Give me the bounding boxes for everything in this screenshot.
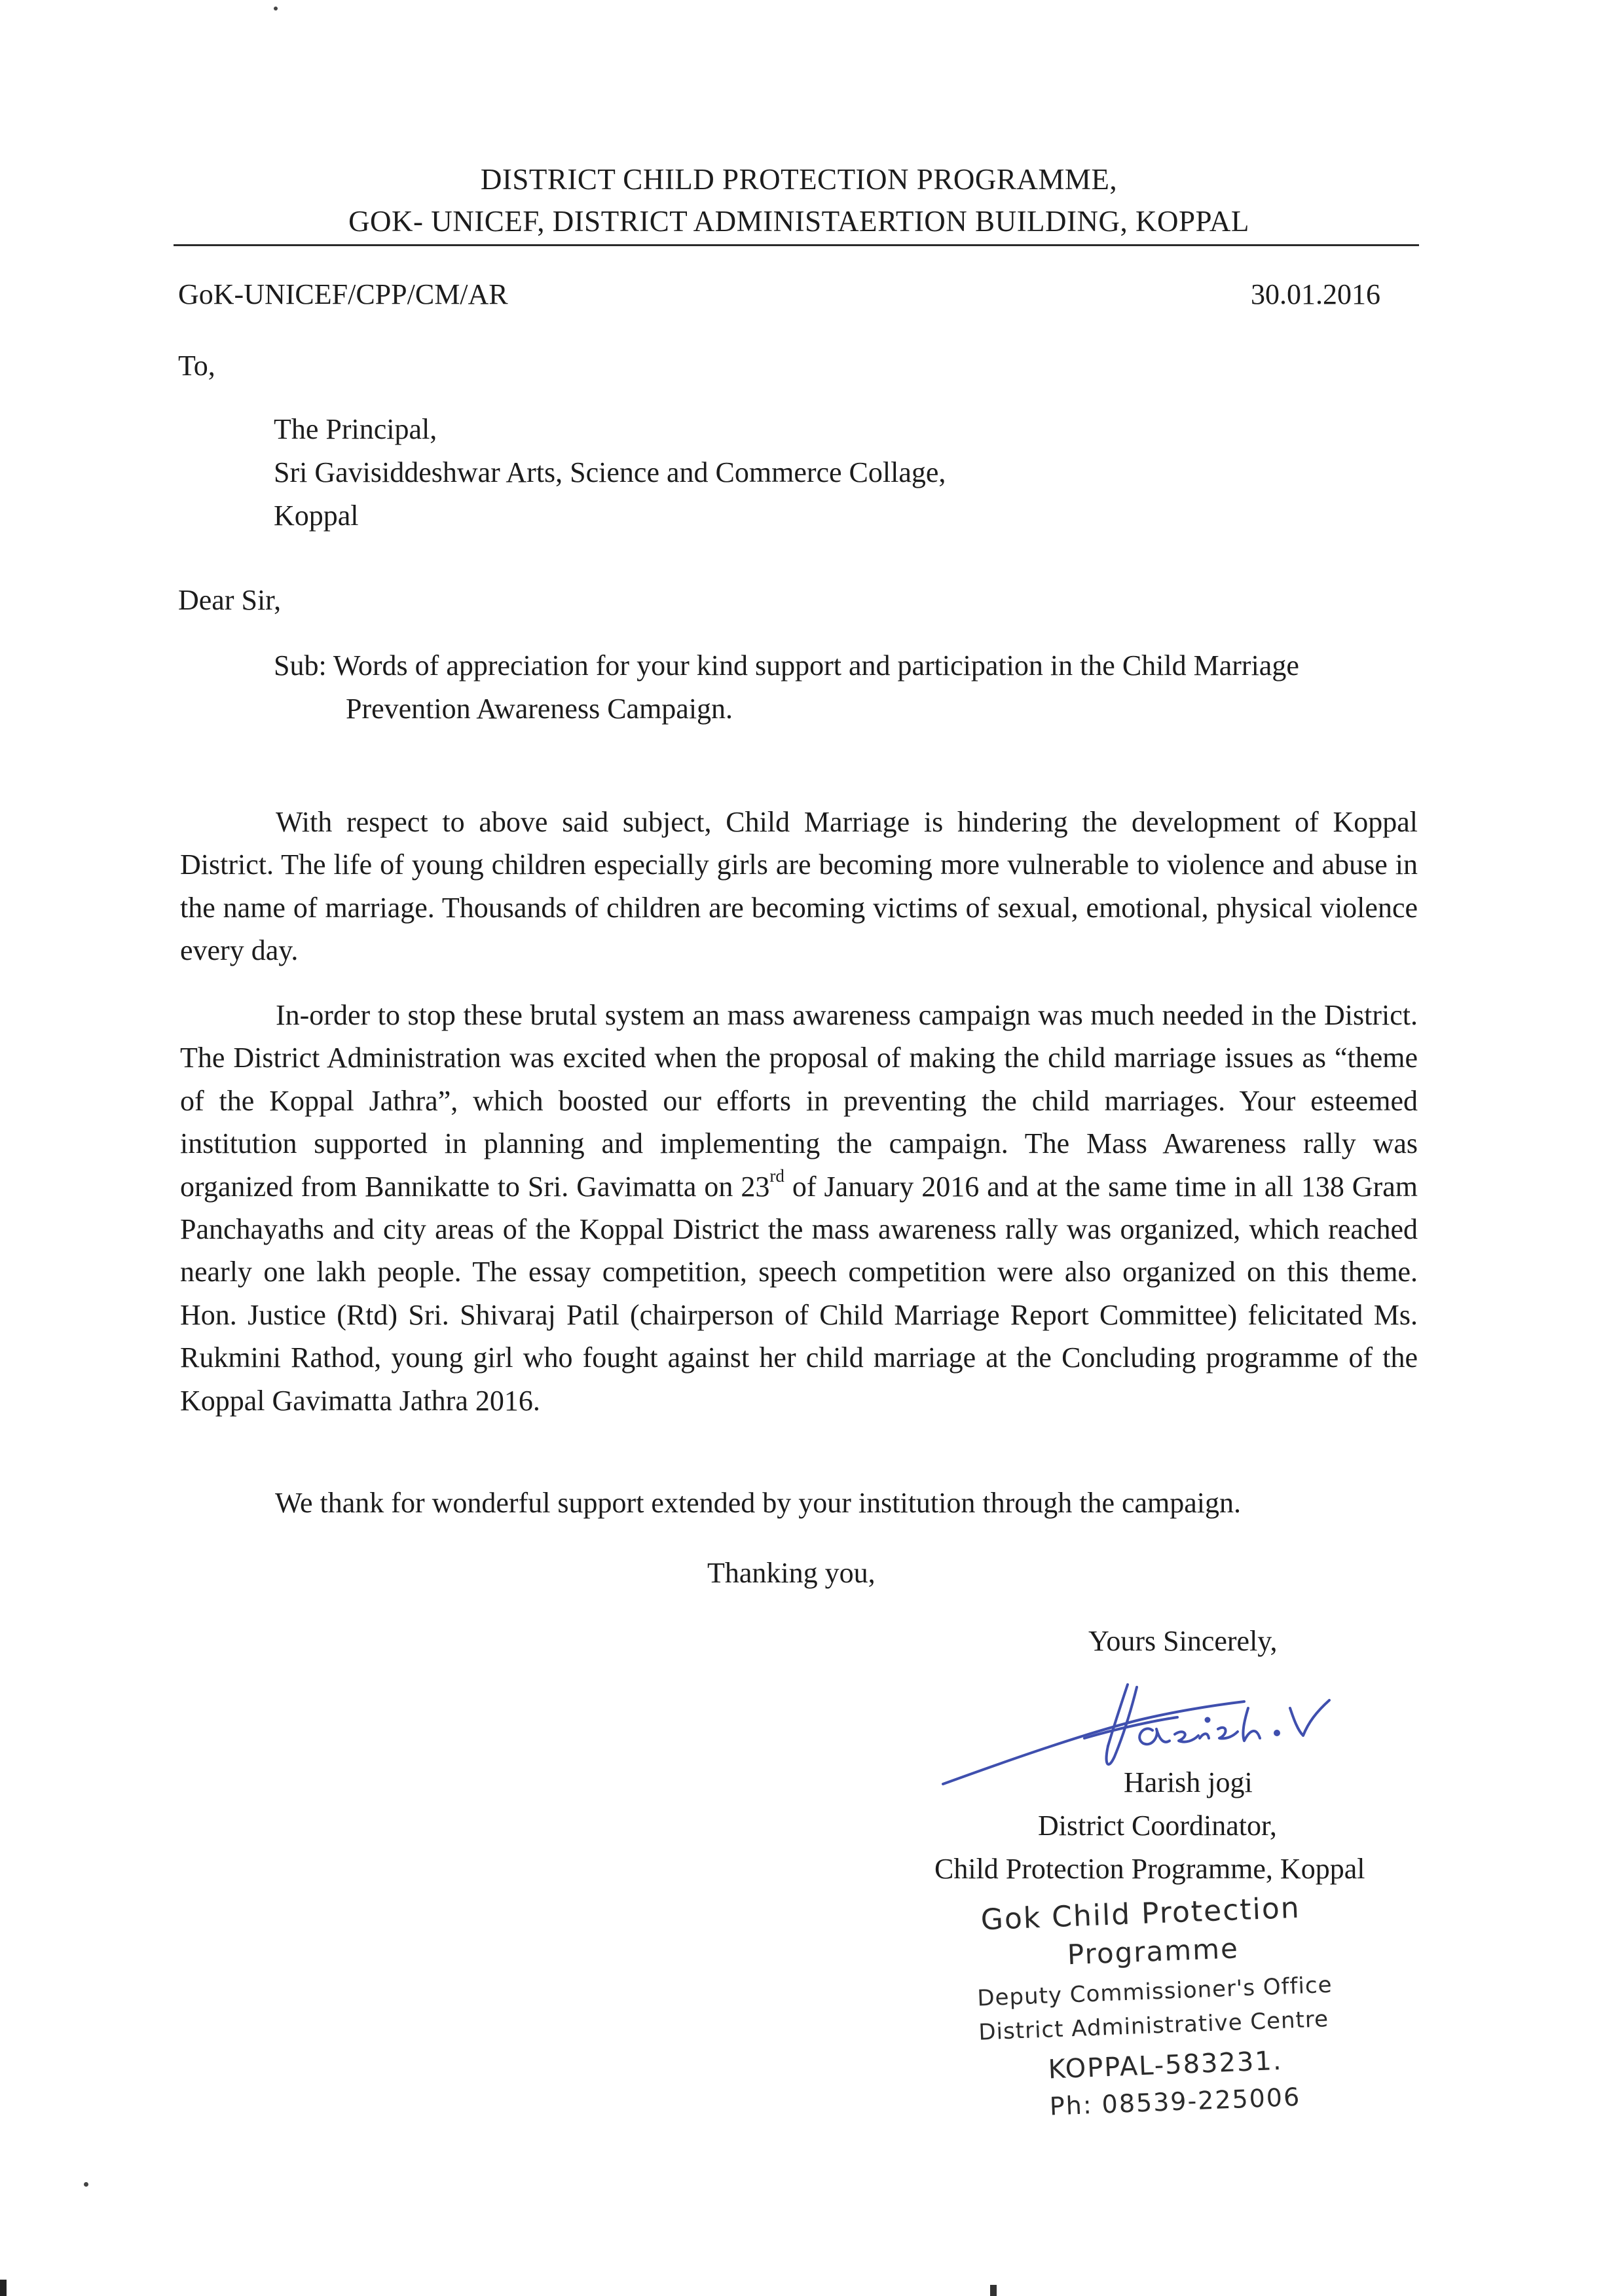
body-paragraph-2	[180, 994, 1418, 1422]
stamp-line-5: KOPPAL-583231.	[1047, 2045, 1283, 2085]
body-paragraph-2-part-2: of January 2016 and at the same time in all 138 Gram Panchayaths and city areas of the Koppal District the mass awareness rally was organized, which reached nearly one lakh people. The essay competition, speech competition were also organized on this theme. Hon. Justice (Rtd) Sri. Shivaraj Patil (chairperson of Child Marriage Report Committee) felicitated Ms. Rukmini Rathod, young girl who fought against her child marriage at the Concluding programme of the Koppal Gavimatta Jathra 2016.	[180, 1170, 1418, 1417]
signatory-organization: Child Protection Programme, Koppal	[934, 1853, 1365, 1885]
salutation-to: To,	[178, 350, 215, 382]
stamp-line-1: Gok Child Protection	[980, 1891, 1301, 1937]
stamp-line-6: Ph: 08539-225006	[1049, 2082, 1301, 2121]
body-paragraph-1: With respect to above said subject, Child Marriage is hindering the development of Koppal District. The life of young children especially girls are becoming more vulnerable to violence and abuse in the name of marriage. Thousands of children are becoming victims of sexual, emotional, physical violence every day.	[180, 806, 1418, 967]
subject-line-2: Prevention Awareness Campaign.	[346, 693, 733, 725]
header-divider	[174, 244, 1419, 246]
stamp-line-3: Deputy Commissioner's Office	[976, 1971, 1333, 2012]
signatory-designation: District Coordinator,	[1038, 1810, 1277, 1842]
letterhead-line-2: GOK- UNICEF, DISTRICT ADMINISTAERTION BUILDING, KOPPAL	[348, 205, 1249, 238]
scan-speck	[274, 7, 278, 10]
body-paragraph-3: We thank for wonderful support extended by your institution through the campaign.	[275, 1487, 1242, 1519]
yours-sincerely: Yours Sincerely,	[1088, 1625, 1278, 1657]
stamp-line-2: Programme	[1067, 1932, 1240, 1971]
letter-date: 30.01.2016	[1251, 278, 1380, 310]
stamp-line-4: District Administrative Centre	[978, 2006, 1329, 2046]
scan-speck	[84, 2182, 88, 2187]
reference-number: GoK-UNICEF/CPP/CM/AR	[178, 278, 508, 310]
subject-line-1: Sub: Words of appreciation for your kind support and participation in the Child Marriage	[274, 649, 1299, 682]
greeting: Dear Sir,	[178, 584, 282, 616]
recipient-line-3: Koppal	[274, 500, 359, 532]
body-paragraph-2-part-1: In-order to stop these brutal system an mass awareness campaign was much needed in the District. The District Administration was excited when the proposal of making the child marriage issues as “theme of the Koppal Jathra”, which boosted our efforts in preventing the child marriages. Your esteemed institution supported in planning and implementing the campaign. The Mass Awareness rally was organized from Bannikatte to Sri. Gavimatta on 23	[180, 999, 1418, 1203]
scan-edge-mark	[0, 2280, 7, 2296]
recipient-line-1: The Principal,	[274, 413, 437, 445]
scan-edge-mark	[990, 2285, 997, 2296]
letterhead-line-1: DISTRICT CHILD PROTECTION PROGRAMME,	[480, 163, 1118, 196]
signatory-name: Harish jogi	[1124, 1766, 1253, 1798]
ordinal-superscript: rd	[769, 1165, 784, 1186]
recipient-line-2: Sri Gavisiddeshwar Arts, Science and Commerce Collage,	[274, 456, 946, 488]
thanking-you: Thanking you,	[707, 1557, 876, 1589]
